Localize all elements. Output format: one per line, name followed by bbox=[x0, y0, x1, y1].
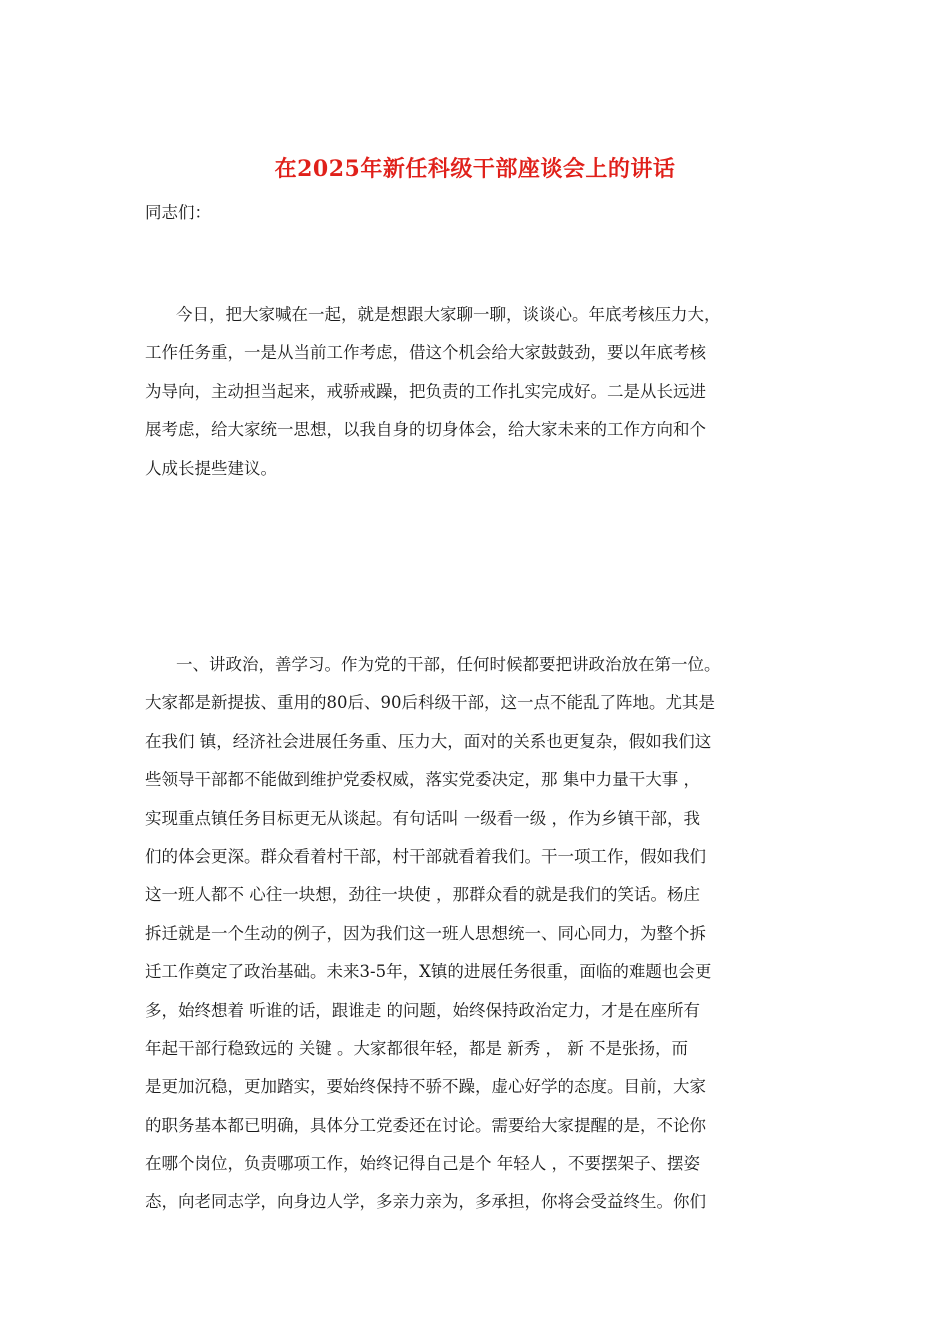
paragraph-line: 今日，把大家喊在一起，就是想跟大家聊一聊，谈谈心。年底考核压力大， bbox=[176, 305, 721, 324]
paragraph-line: 多，始终想着 听谁的话，跟谁走 的问题，始终保持政治定力，才是在座所有 bbox=[145, 1000, 700, 1020]
paragraph-line: 为导向，主动担当起来，戒骄戒躁，把负责的工作扎实完成好。二是从长远进 bbox=[145, 381, 706, 401]
paragraph-line: 人成长提些建议。 bbox=[145, 458, 277, 478]
paragraph-line: 在我们 镇，经济社会进展任务重、压力大，面对的关系也更复杂，假如我们这 bbox=[145, 731, 712, 751]
paragraph-line: 是更加沉稳，更加踏实，要始终保持不骄不躁，虚心好学的态度。目前，大家 bbox=[145, 1077, 706, 1097]
intro-paragraph bbox=[145, 302, 810, 494]
paragraph-line: 迁工作奠定了政治基础。未来3-5年，X镇的进展任务很重，面临的难题也会更 bbox=[145, 962, 712, 982]
paragraph-line: 态，向老同志学，向身边人学，多亲力亲为，多承担，你将会受益终生。你们 bbox=[145, 1192, 706, 1212]
paragraph-line: 年起干部行稳致远的 关键 。大家都很年轻，都是 新秀 ， 新 不是张扬，而 bbox=[145, 1038, 688, 1058]
paragraph-line: 的职务基本都已明确，具体分工党委还在讨论。需要给大家提醒的是，不论你 bbox=[145, 1115, 706, 1135]
paragraph-line: 实现重点镇任务目标更无从谈起。有句话叫 一级看一级 ，作为乡镇干部，我 bbox=[145, 808, 700, 828]
paragraph-line: 些领导干部都不能做到维护党委权威，落实党委决定，那 集中力量干大事 ， bbox=[145, 770, 700, 790]
paragraph-line: 拆迁就是一个生动的例子，因为我们这一班人思想统一、同心同力，为整个拆 bbox=[145, 923, 706, 943]
paragraph-line: 在哪个岗位，负责哪项工作，始终记得自己是个 年轻人 ，不要摆架子、摆姿 bbox=[145, 1154, 700, 1174]
paragraph-line: 工作任务重，一是从当前工作考虑，借这个机会给大家鼓鼓劲，要以年底考核 bbox=[145, 343, 706, 363]
salutation: 同志们： bbox=[145, 203, 211, 222]
paragraph-line: 大家都是新提拔、重用的80后、90后科级干部，这一点不能乱了阵地。尤其是 bbox=[145, 693, 715, 713]
paragraph-line: 一、讲政治，善学习。作为党的干部，任何时候都要把讲政治放在第一位。 bbox=[176, 655, 721, 674]
document-title: 在2025年新任科级干部座谈会上的讲话 bbox=[274, 156, 676, 182]
paragraph-line: 这一班人都不 心往一块想，劲往一块使 ，那群众看的就是我们的笑话。杨庄 bbox=[145, 885, 700, 905]
section-one-paragraph bbox=[145, 652, 810, 1228]
paragraph-line: 展考虑，给大家统一思想，以我自身的切身体会，给大家未来的工作方向和个 bbox=[145, 420, 706, 440]
paragraph-line: 们的体会更深。群众看着村干部，村干部就看着我们。干一项工作，假如我们 bbox=[145, 846, 706, 866]
